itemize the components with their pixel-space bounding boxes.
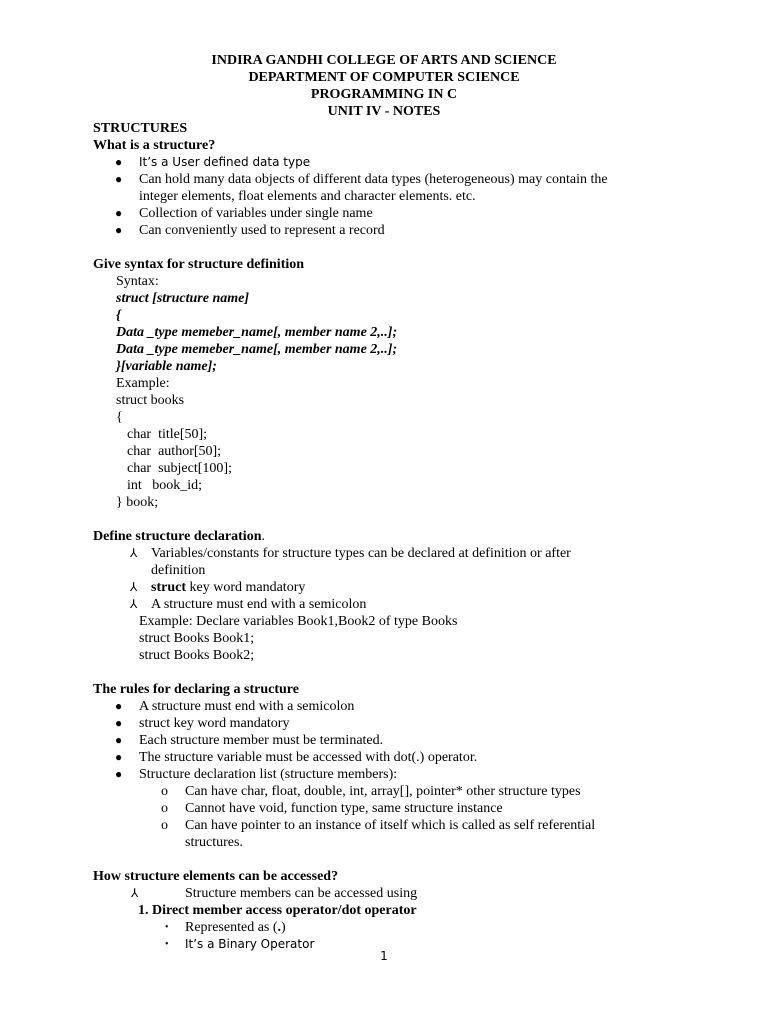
syntax-line: }[variable name]; (116, 359, 217, 374)
document-header (0, 52, 768, 120)
list-item-continuation: integer elements, float elements and character elements. etc. (139, 189, 476, 204)
example-line: Example: Declare variables Book1,Book2 of type Books (139, 614, 458, 629)
numbered-item-dot-operator: 1. Direct member access operator/dot operator (138, 903, 417, 918)
structure-members-sublist (93, 783, 675, 851)
sublist-item: o Cannot have void, function type, same structure instance (161, 801, 503, 816)
syntax-line: struct [structure name] (116, 291, 250, 306)
list-item: • It’s a Binary Operator (165, 937, 315, 951)
syntax-line: Data _type memeber_name[, member name 2,..]; (116, 325, 398, 340)
bullet-icon: • (165, 922, 169, 933)
sub-bullet-marker: o (161, 784, 168, 799)
code-line: struct books (116, 393, 185, 408)
list-item: ● Collection of variables under single name (115, 206, 373, 221)
list-item: ⅄ struct key word mandatory (130, 580, 306, 595)
structure-definition-list (93, 154, 675, 239)
bullet-icon: ● (115, 699, 123, 713)
bullet-icon: ● (115, 733, 123, 747)
unit-title: UNIT IV - NOTES (327, 104, 441, 119)
list-item: ● Each structure member must be terminated. (115, 733, 384, 748)
list-item: ● A structure must end with a semicolon (115, 699, 355, 714)
sublist-item: o Can have char, float, double, int, array[], pointer* other structure types (161, 784, 581, 799)
code-line: char author[50]; (127, 444, 222, 459)
list-item: ⅄ Variables/constants for structure types can be declared at definition or after (130, 546, 571, 561)
list-item: • Represented as (.) (165, 920, 286, 935)
rules-list (93, 698, 675, 783)
bullet-icon: • (165, 939, 169, 950)
bullet-icon: ● (115, 716, 123, 730)
code-line: char title[50]; (127, 427, 208, 442)
arrow-bullet-icon: ⅄ (130, 546, 138, 560)
bullet-icon: ● (115, 172, 123, 186)
syntax-line: { (116, 308, 121, 323)
bullet-icon: ● (115, 223, 123, 237)
list-item-continuation: definition (151, 563, 206, 578)
syntax-line: Data _type memeber_name[, member name 2,..]; (116, 342, 398, 357)
list-item: ● The structure variable must be accessed with dot(.) operator. (115, 750, 478, 765)
bullet-icon: ● (115, 206, 123, 220)
course-title: PROGRAMMING IN C (310, 87, 458, 102)
code-line: int book_id; (127, 478, 203, 493)
bullet-icon: ● (115, 767, 123, 781)
question-what-is-structure: What is a structure? (93, 138, 216, 153)
arrow-bullet-icon: ⅄ (131, 886, 139, 900)
section-title-structures: STRUCTURES (93, 121, 188, 136)
declaration-list (93, 545, 675, 613)
bullet-icon: ● (115, 750, 123, 764)
list-item: ⅄ A structure must end with a semicolon (130, 597, 367, 612)
code-line: char subject[100]; (127, 461, 232, 476)
document-body (93, 120, 675, 953)
code-line: struct Books Book2; (139, 648, 255, 663)
list-item: ● Can conveniently used to represent a record (115, 223, 385, 238)
arrow-bullet-icon: ⅄ (130, 580, 138, 594)
heading-rules-declaring-structure: The rules for declaring a structure (93, 682, 299, 697)
code-line: { (116, 410, 123, 425)
code-line: struct Books Book1; (139, 631, 255, 646)
sub-bullet-marker: o (161, 818, 168, 833)
college-name: INDIRA GANDHI COLLEGE OF ARTS AND SCIENCE (211, 53, 557, 68)
heading-structure-declaration: Define structure declaration. (93, 529, 265, 544)
list-item: ⅄ Structure members can be accessed using (131, 886, 418, 901)
example-label: Example: (116, 376, 170, 391)
arrow-bullet-icon: ⅄ (130, 597, 138, 611)
code-line: } book; (116, 495, 159, 510)
sub-bullet-marker: o (161, 801, 168, 816)
sublist-item-continuation: structures. (185, 835, 243, 850)
department-name: DEPARTMENT OF COMPUTER SCIENCE (248, 70, 520, 85)
list-item: ● Structure declaration list (structure members): (115, 767, 398, 782)
bullet-icon: ● (115, 155, 123, 169)
syntax-label: Syntax: (116, 274, 159, 289)
list-item: ● Can hold many data objects of different data types (heterogeneous) may contain the (115, 172, 608, 187)
heading-syntax-structure-definition: Give syntax for structure definition (93, 257, 305, 272)
page-number: 1 (380, 949, 388, 963)
access-list (93, 885, 675, 902)
heading-access-structure-elements: How structure elements can be accessed? (93, 869, 339, 884)
sublist-item: o Can have pointer to an instance of itself which is called as self referential (161, 818, 596, 833)
list-item: ● It’s a User defined data type (115, 155, 311, 169)
list-item: ● struct key word mandatory (115, 716, 290, 731)
